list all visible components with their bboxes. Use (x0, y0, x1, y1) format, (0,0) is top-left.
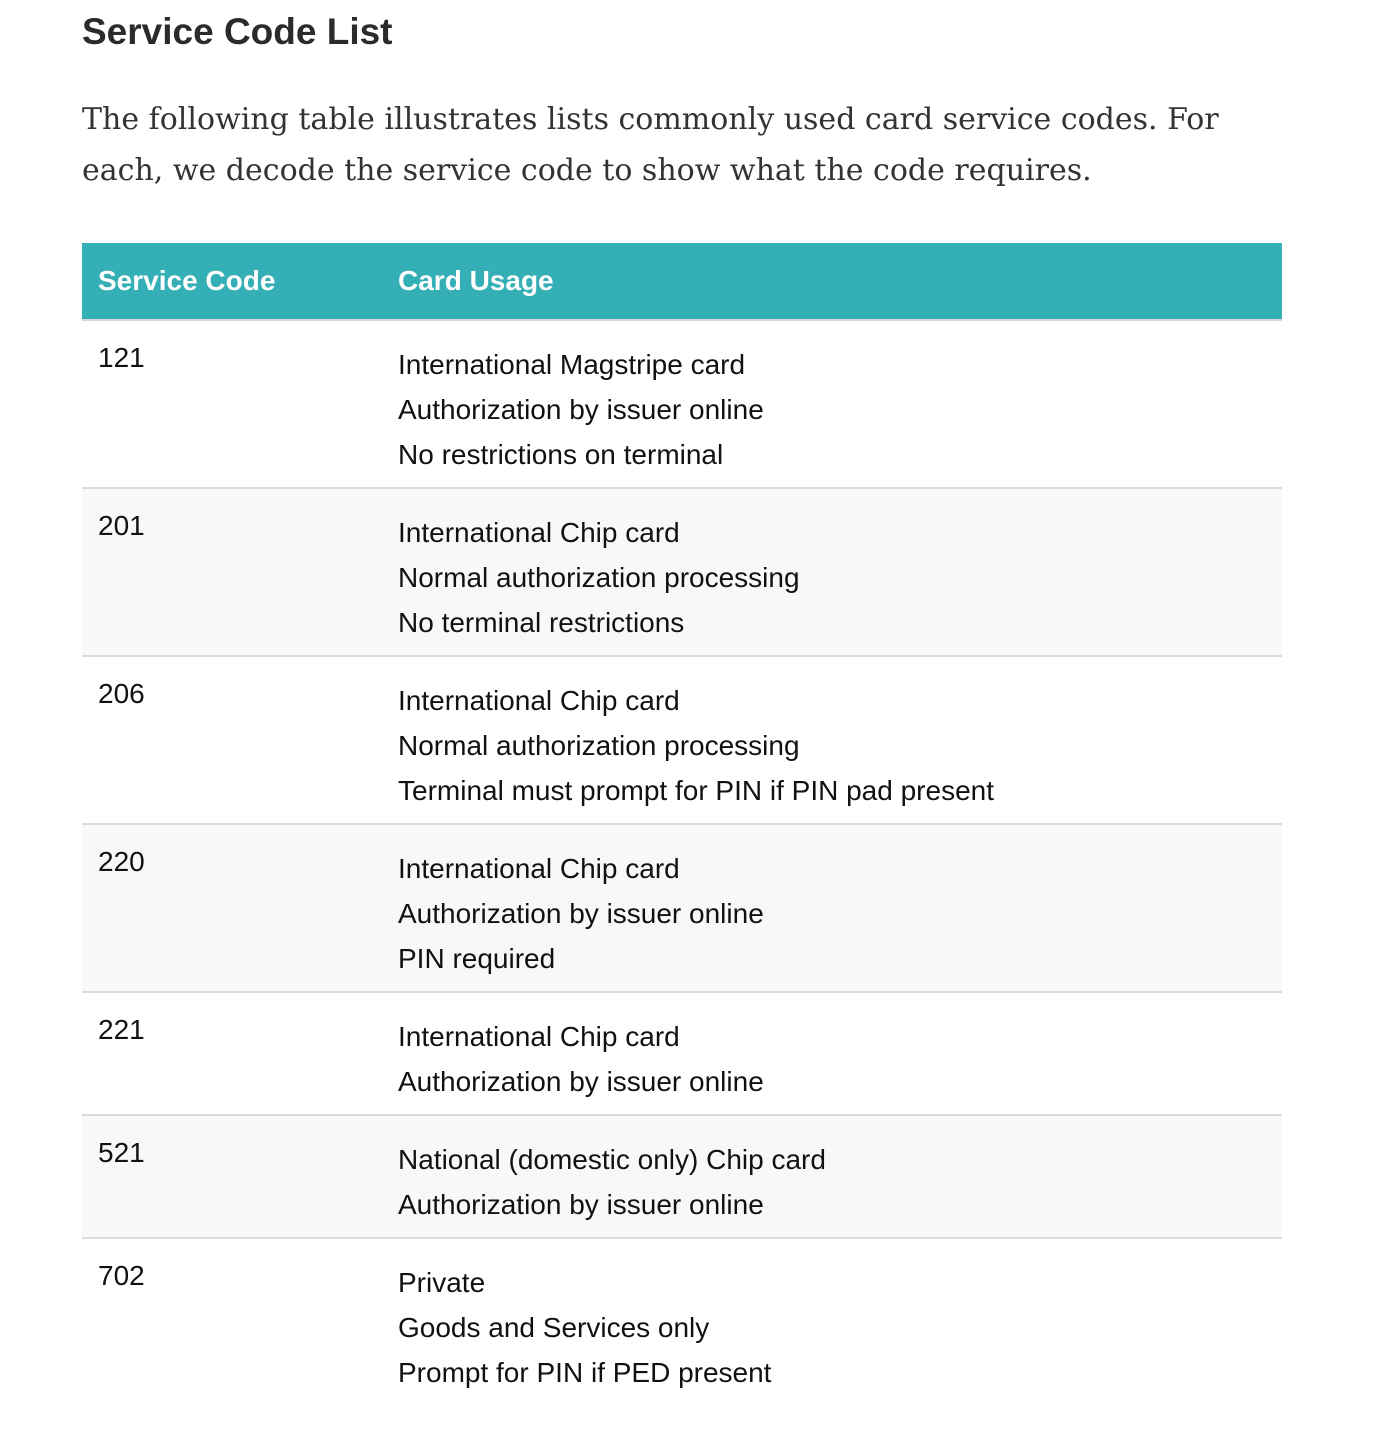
service-code-cell: 206 (98, 678, 145, 709)
card-usage-cell (382, 1115, 1282, 1238)
column-header-service-code: Service Code (82, 243, 382, 320)
usage-line: International Chip card (398, 517, 680, 548)
usage-line: Goods and Services only (398, 1312, 710, 1343)
section-title: Service Code List (82, 11, 393, 52)
usage-line: Authorization by issuer online (398, 394, 764, 425)
usage-line: Authorization by issuer online (398, 1066, 764, 1097)
usage-line: International Chip card (398, 1021, 680, 1052)
usage-line: Terminal must prompt for PIN if PIN pad present (398, 775, 994, 806)
card-usage-cell (382, 320, 1282, 488)
service-code-cell: 201 (98, 510, 145, 541)
intro-paragraph: The following table illustrates lists commonly used card service codes. For each, we decode the service code to show what the code requires. (82, 102, 1219, 188)
table-header (82, 243, 1282, 320)
service-code-cell: 220 (98, 846, 145, 877)
table-row (82, 656, 1282, 824)
usage-line: Normal authorization processing (398, 562, 800, 593)
usage-line: International Magstripe card (398, 349, 746, 380)
table-row (82, 488, 1282, 656)
usage-line: National (domestic only) Chip card (398, 1144, 826, 1175)
card-usage-cell (382, 824, 1282, 992)
service-code-cell: 121 (98, 342, 145, 373)
usage-line: Prompt for PIN if PED present (398, 1357, 772, 1388)
table-row (82, 824, 1282, 992)
card-usage-cell (382, 992, 1282, 1115)
card-usage-cell (382, 656, 1282, 824)
usage-line: No terminal restrictions (398, 607, 685, 638)
table-row (82, 1115, 1282, 1238)
service-code-cell: 702 (98, 1260, 145, 1291)
usage-line: PIN required (398, 943, 556, 974)
service-code-cell: 221 (98, 1014, 145, 1045)
table-body (82, 320, 1282, 1418)
usage-line: Private (398, 1267, 486, 1298)
service-code-table (82, 243, 1282, 1418)
column-header-card-usage: Card Usage (382, 243, 1282, 320)
table-row (82, 320, 1282, 488)
usage-line: International Chip card (398, 853, 680, 884)
usage-line: Authorization by issuer online (398, 1189, 764, 1220)
usage-line: Authorization by issuer online (398, 898, 764, 929)
usage-line: Normal authorization processing (398, 730, 800, 761)
usage-line: International Chip card (398, 685, 680, 716)
table-row (82, 1238, 1282, 1418)
card-usage-cell (382, 1238, 1282, 1418)
table-header-row (82, 243, 1282, 320)
card-usage-cell (382, 488, 1282, 656)
service-code-cell: 521 (98, 1137, 145, 1168)
usage-line: No restrictions on terminal (398, 439, 724, 470)
table-row (82, 992, 1282, 1115)
